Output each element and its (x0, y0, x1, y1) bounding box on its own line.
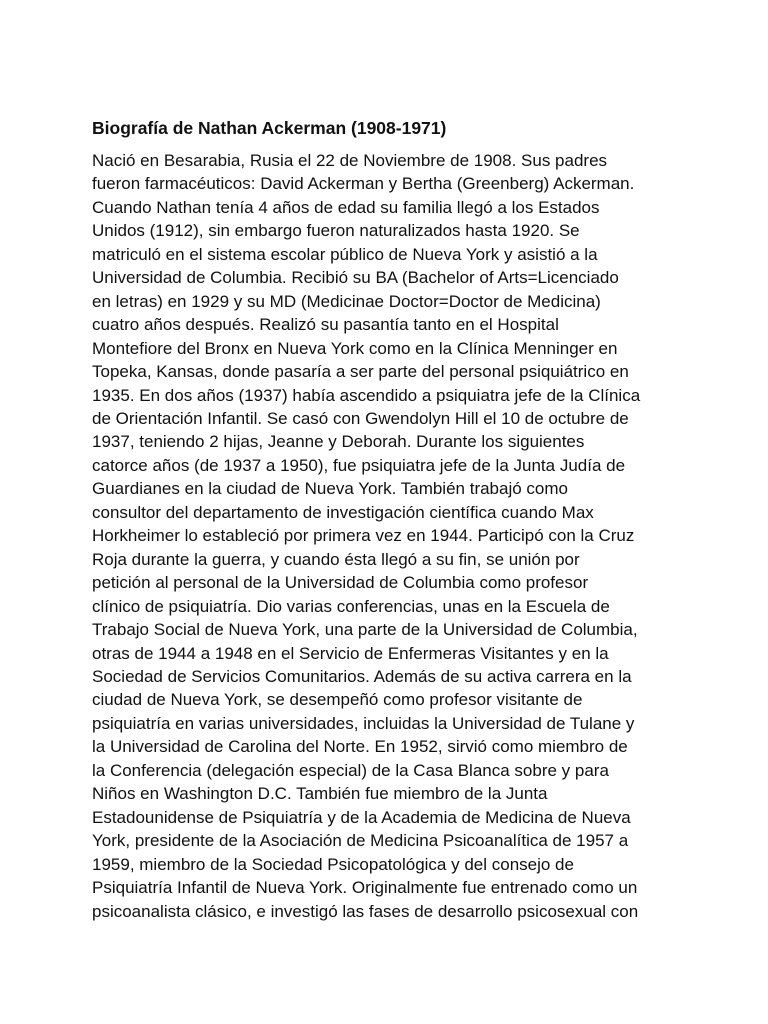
text-line: Estadounidense de Psiquiatría y de la Academia de Medicina de Nueva (92, 807, 631, 827)
text-line: 1937, teniendo 2 hijas, Jeanne y Deborah. Durante los siguientes (92, 432, 585, 452)
text-line: Montefiore del Bronx en Nueva York como en la Clínica Menninger en (92, 338, 618, 358)
text-line: Horkheimer lo estableció por primera vez en 1944. Participó con la Cruz (92, 526, 635, 546)
document-title: Biografía de Nathan Ackerman (1908-1971) (92, 118, 447, 138)
text-line: petición al personal de la Universidad de Columbia como profesor (92, 573, 589, 593)
text-line: cuatro años después. Realizó su pasantía tanto en el Hospital (92, 315, 559, 335)
text-line: Niños en Washington D.C. También fue miembro de la Junta (92, 784, 548, 804)
text-line: Topeka, Kansas, donde pasaría a ser parte del personal psiquiátrico en (92, 362, 629, 382)
text-line: 1935. En dos años (1937) había ascendido a psiquiatra jefe de la Clínica (92, 385, 641, 405)
text-line: Trabajo Social de Nueva York, una parte de la Universidad de Columbia, (92, 620, 638, 640)
text-line: Nació en Besarabia, Rusia el 22 de Noviembre de 1908. Sus padres (92, 151, 608, 170)
text-line: York, presidente de la Asociación de Medicina Psicoanalítica de 1957 a (92, 831, 629, 851)
text-line: la Universidad de Carolina del Norte. En 1952, sirvió como miembro de (92, 737, 628, 757)
text-line: consultor del departamento de investigación científica cuando Max (92, 502, 594, 522)
text-line: clínico de psiquiatría. Dio varias conferencias, unas en la Escuela de (92, 596, 610, 616)
text-line: catorce años (de 1937 a 1950), fue psiquiatra jefe de la Junta Judía de (92, 455, 626, 475)
text-line: fueron farmacéuticos: David Ackerman y Bertha (Greenberg) Ackerman. (92, 174, 635, 194)
text-line: psicoanalista clásico, e investigó las fases de desarrollo psicosexual con (92, 901, 639, 921)
text-line: la Conferencia (delegación especial) de la Casa Blanca sobre y para (92, 760, 609, 780)
text-line: Guardianes en la ciudad de Nueva York. También trabajó como (92, 479, 568, 499)
text-line: matriculó en el sistema escolar público de Nueva York y asistió a la (92, 244, 598, 264)
text-line: Unidos (1912), sin embargo fueron naturalizados hasta 1920. Se (92, 221, 580, 241)
text-line: Sociedad de Servicios Comunitarios. Además de su activa carrera en la (92, 666, 632, 686)
text-line: de Orientación Infantil. Se casó con Gwendolyn Hill el 10 de octubre de (92, 408, 629, 428)
text-line: otras de 1944 a 1948 en el Servicio de Enfermeras Visitantes y en la (92, 643, 609, 663)
body-paragraph (92, 149, 692, 923)
text-line: Cuando Nathan tenía 4 años de edad su familia llegó a los Estados (92, 197, 600, 217)
text-line: en letras) en 1929 y su MD (Medicinae Doctor=Doctor de Medicina) (92, 291, 601, 311)
text-line: Universidad de Columbia. Recibió su BA (Bachelor of Arts=Licenciado (92, 268, 619, 288)
text-line: 1959, miembro de la Sociedad Psicopatológica y del consejo de (92, 854, 574, 874)
text-line: Roja durante la guerra, y cuando ésta llegó a su fin, se unión por (92, 549, 580, 569)
text-line: Psiquiatría Infantil de Nueva York. Originalmente fue entrenado como un (92, 878, 638, 898)
text-line: ciudad de Nueva York, se desempeñó como profesor visitante de (92, 690, 583, 710)
text-line: psiquiatría en varias universidades, incluidas la Universidad de Tulane y (92, 713, 635, 733)
